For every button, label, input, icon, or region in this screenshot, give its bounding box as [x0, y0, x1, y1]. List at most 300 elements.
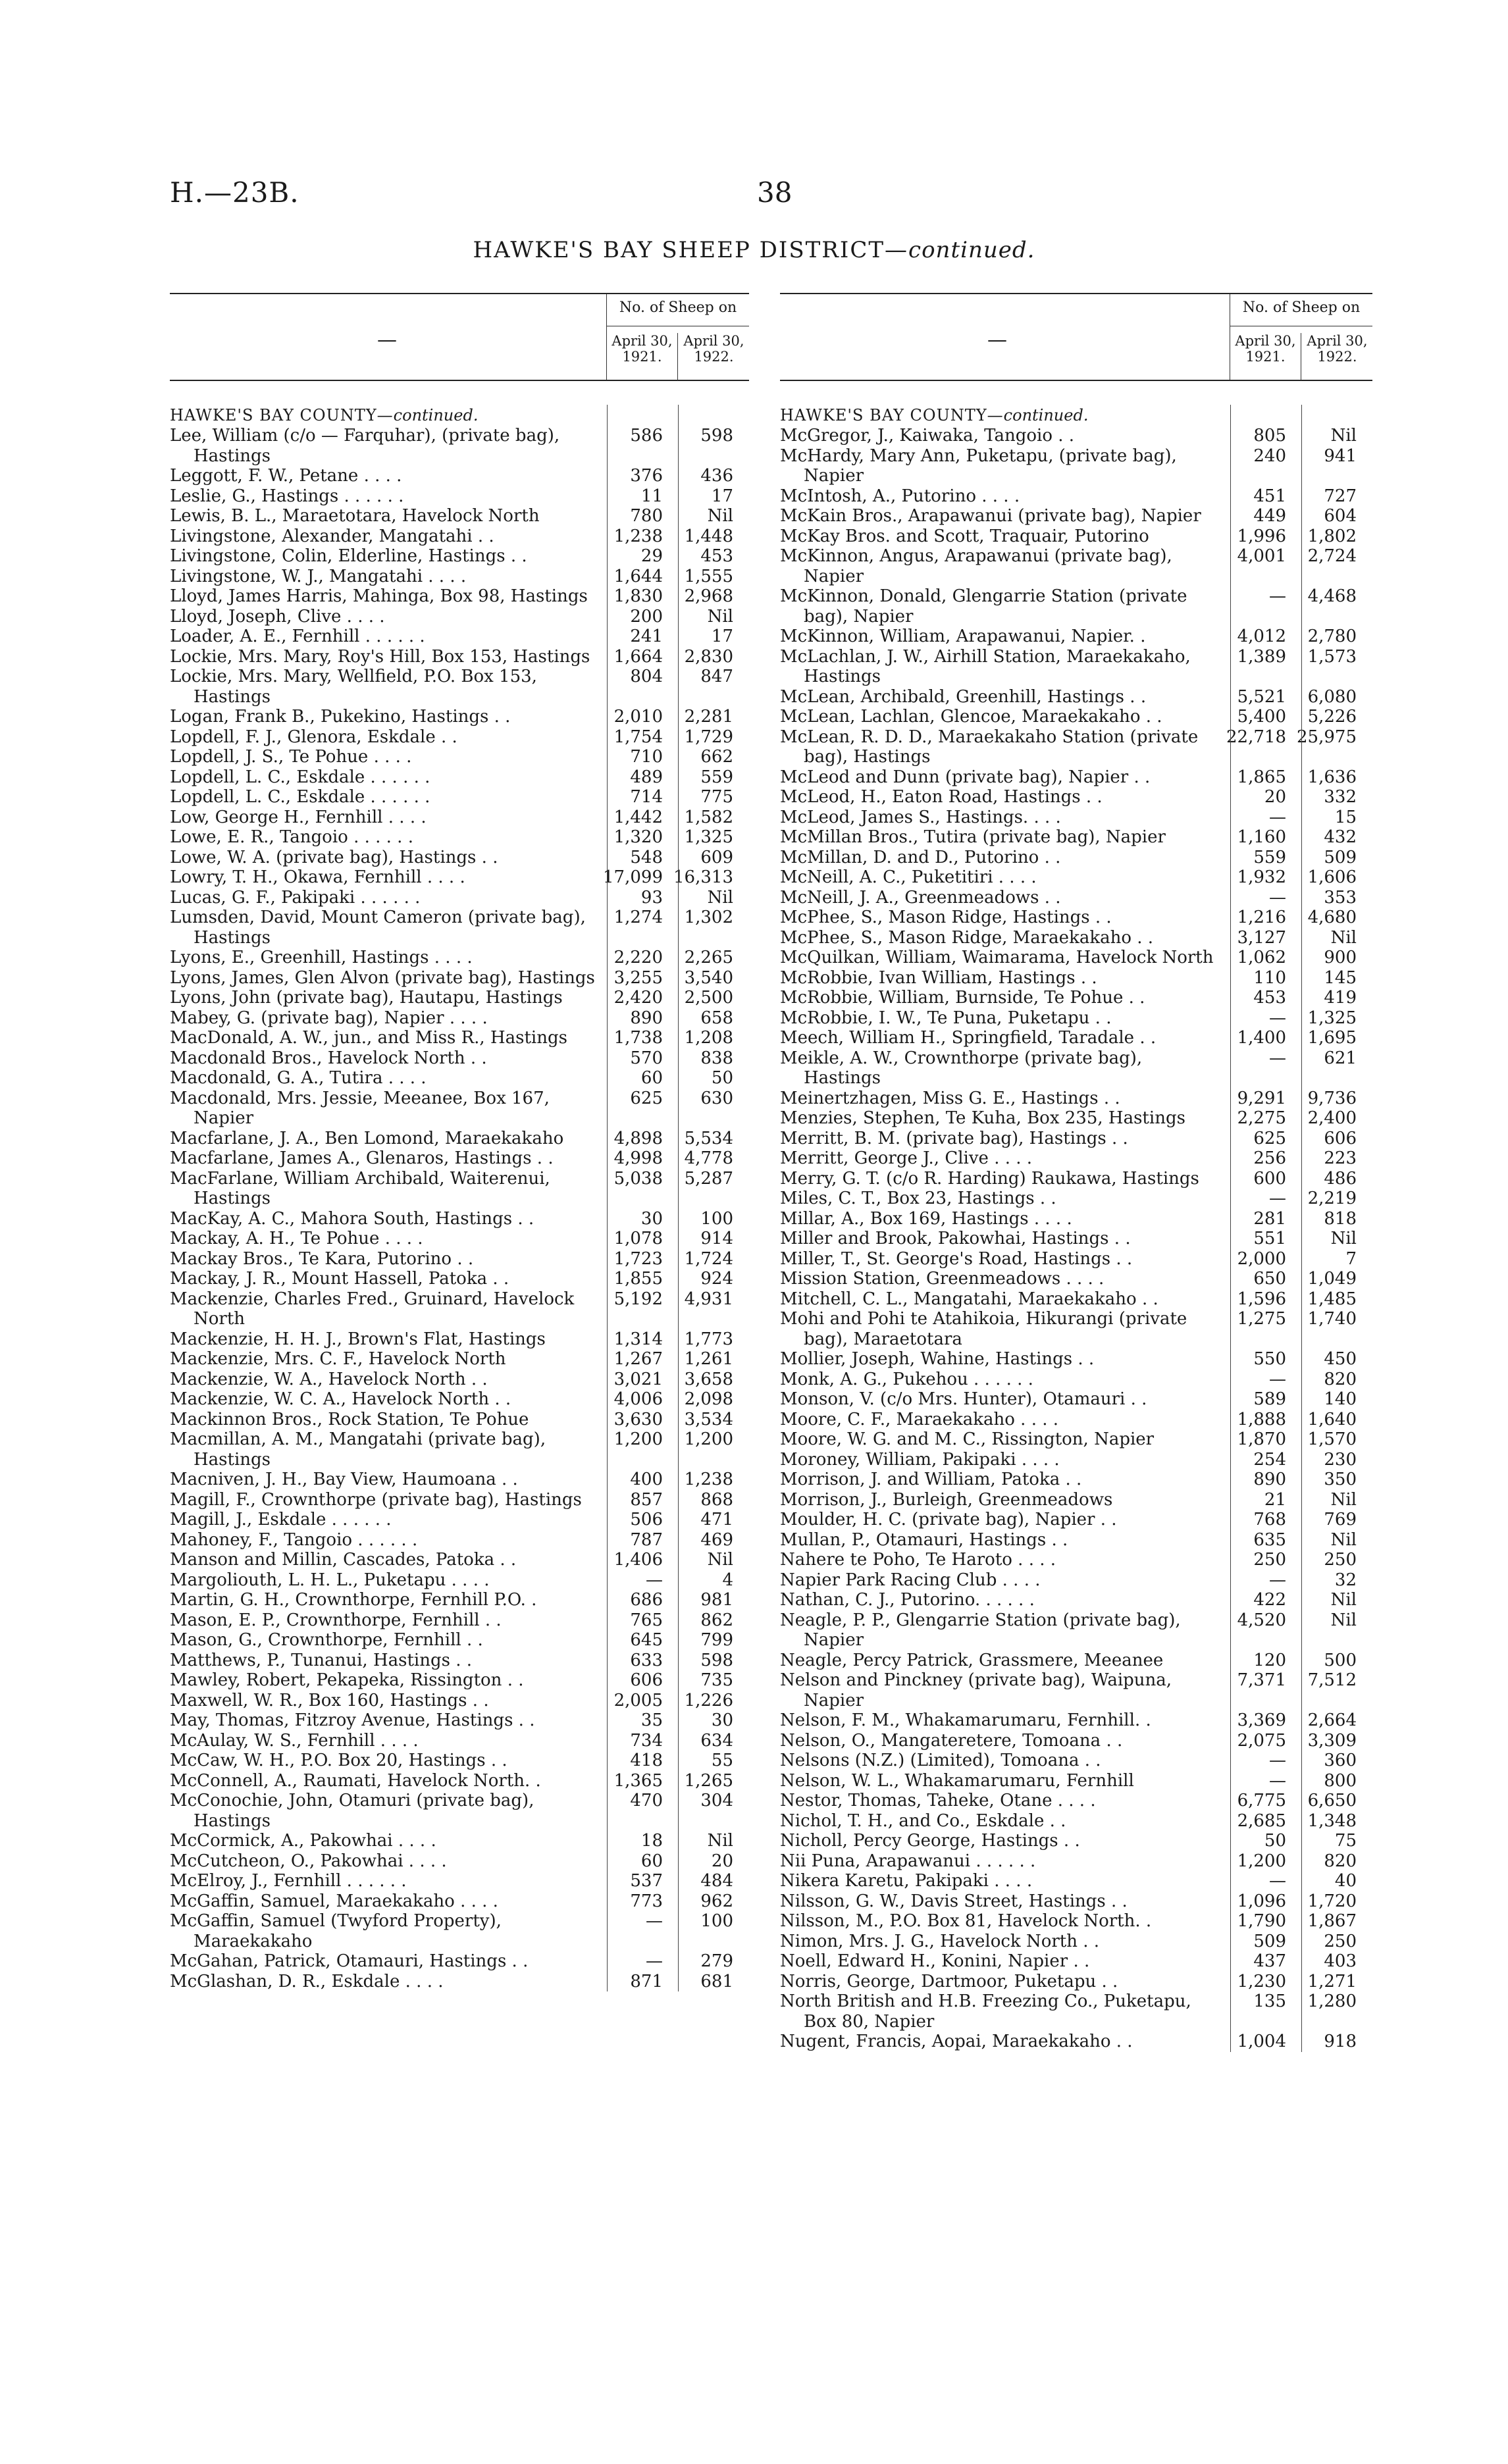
owner-cell: Lewis, B. L., Maraetotara, Havelock North: [170, 506, 540, 526]
sheep-1922-cell: 100: [700, 1911, 733, 1931]
table-row: [780, 546, 1372, 586]
owner-cell: Leslie, G., Hastings . . . . . .: [170, 486, 404, 506]
owner-cell: Mission Station, Greenmeadows . . . .: [780, 1269, 1105, 1289]
owner-cell: Moore, C. F., Maraekakaho . . . .: [780, 1409, 1059, 1429]
sheep-1921-cell: 400: [630, 1470, 663, 1489]
sheep-1922-cell: 100: [700, 1208, 733, 1229]
owner-cell: McQuilkan, William, Waimarama, Havelock North: [780, 948, 1214, 967]
sheep-1921-cell: 30: [640, 1208, 663, 1229]
sheep-1921-cell: 241: [630, 627, 663, 646]
owner-cell: Macfarlane, James A., Glenaros, Hastings . .: [170, 1148, 554, 1168]
sheep-1922-cell: 1,640: [1307, 1409, 1357, 1429]
owner-cell: McMillan, D. and D., Putorino . .: [780, 847, 1061, 867]
sheep-1921-cell: 1,723: [613, 1248, 663, 1269]
owner-cell: Moulder, H. C. (private bag), Napier . .: [780, 1510, 1117, 1529]
table-row: [780, 1309, 1372, 1349]
owner-cell: McKay Bros. and Scott, Traquair, Putorino: [780, 526, 1149, 546]
column-divider: [1301, 405, 1302, 2052]
sheep-on-label: No. of Sheep on: [1242, 299, 1361, 316]
owner-cell: Loader, A. E., Fernhill . . . . . .: [170, 627, 425, 646]
table-row: [780, 1028, 1372, 1048]
table-row: [170, 1349, 749, 1370]
owner-cell: Nathan, C. J., Putorino. . . . . .: [780, 1590, 1035, 1610]
right-table: [780, 293, 1372, 2052]
table-row: [780, 687, 1372, 707]
table-row: [170, 1229, 749, 1249]
sheep-1921-cell: 422: [1253, 1590, 1286, 1610]
owner-cell: Low, George H., Fernhill . . . .: [170, 807, 427, 827]
table-row: [170, 1590, 749, 1610]
table-row: [780, 1289, 1372, 1310]
owner-cell: Mullan, P., Otamauri, Hastings . .: [780, 1529, 1068, 1550]
table-row: [780, 1410, 1372, 1430]
owner-cell: Mackay Bros., Te Kara, Putorino . .: [170, 1248, 474, 1269]
sheep-1922-cell: 1,485: [1307, 1289, 1357, 1309]
owner-cell: Miles, C. T., Box 23, Hastings . .: [780, 1189, 1056, 1208]
owner-cell: Manson and Millin, Cascades, Patoka . .: [170, 1550, 517, 1570]
sheep-1921-cell: 470: [630, 1791, 663, 1810]
owner-cell: McCormick, A., Pakowhai . . . .: [170, 1831, 436, 1851]
sheep-1922-cell: Nil: [707, 606, 733, 627]
sheep-1921-cell: 1,400: [1237, 1028, 1286, 1048]
sheep-1921-cell: 857: [630, 1489, 663, 1510]
table-row: [780, 1008, 1372, 1029]
year-headers: [607, 326, 749, 380]
sheep-1922-cell: Nil: [707, 887, 733, 908]
owner-cell: Nugent, Francis, Aopai, Maraekakaho . .: [780, 2032, 1133, 2051]
sheep-1922-cell: 1,573: [1307, 646, 1357, 667]
table-row: [780, 988, 1372, 1008]
sheep-1921-cell: 240: [1253, 446, 1286, 466]
table-row: [170, 747, 749, 767]
table-row: [170, 707, 749, 727]
sheep-1922-cell: 800: [1324, 1770, 1357, 1791]
sheep-1922-cell: 16,313: [673, 867, 733, 887]
table-row: [170, 647, 749, 667]
sheep-1922-cell: 2,830: [684, 646, 733, 667]
owner-cell: Macdonald, G. A., Tutira . . . .: [170, 1068, 427, 1088]
owner-cell: Mackenzie, Charles Fred., Gruinard, Havelock North: [170, 1289, 575, 1329]
column-divider: [607, 405, 608, 1991]
sheep-1922-cell: Nil: [707, 1550, 733, 1570]
owner-cell: Magill, F., Crownthorpe (private bag), Hastings: [170, 1489, 582, 1510]
sheep-1922-cell: 450: [1324, 1349, 1357, 1369]
sheep-1922-cell: 2,724: [1307, 546, 1357, 566]
table-row: [780, 1771, 1372, 1791]
sheep-on-label: No. of Sheep on: [619, 299, 737, 316]
sheep-1921-cell: 4,898: [613, 1128, 663, 1148]
sheep-1922-cell: 2,400: [1307, 1108, 1357, 1128]
owner-cell: Lockie, Mrs. Mary, Wellfield, P.O. Box 153, Hastings: [170, 667, 537, 707]
sheep-1921-cell: —: [1269, 1570, 1286, 1590]
sheep-1921-cell: —: [646, 1951, 663, 1971]
sheep-1922-cell: Nil: [1330, 1529, 1357, 1550]
table-header: [170, 293, 749, 381]
sheep-1922-cell: 1,261: [684, 1349, 733, 1369]
owner-cell: Livingstone, Alexander, Mangatahi . .: [170, 526, 494, 546]
table-row: [780, 586, 1372, 627]
sheep-1922-cell: 5,226: [1307, 707, 1357, 727]
section-label: HAWKE'S BAY COUNTY—: [780, 406, 1004, 424]
owner-cell: Maxwell, W. R., Box 160, Hastings . .: [170, 1690, 489, 1710]
sheep-1921-cell: —: [1269, 807, 1286, 827]
owner-cell: Noell, Edward H., Konini, Napier . .: [780, 1951, 1090, 1971]
sheep-1921-cell: 1,596: [1237, 1289, 1286, 1309]
sheep-1922-cell: 1,271: [1307, 1971, 1357, 1991]
sheep-1922-cell: 1,729: [684, 727, 733, 747]
sheep-1922-cell: 3,534: [684, 1409, 733, 1429]
sheep-1922-cell: 1,448: [684, 526, 733, 546]
sheep-1921-cell: 1,200: [613, 1429, 663, 1449]
table-row: [170, 1871, 749, 1891]
sheep-1922-cell: 1,226: [684, 1690, 733, 1710]
owner-cell: Monson, V. (c/o Mrs. Hunter), Otamauri . .: [780, 1389, 1147, 1409]
owner-cell: Nicholl, Percy George, Hastings . .: [780, 1831, 1080, 1851]
table-row: [780, 1229, 1372, 1249]
sheep-1921-cell: 1,160: [1237, 827, 1286, 847]
table-row: [170, 1329, 749, 1350]
sheep-1921-cell: 250: [1253, 1550, 1286, 1570]
table-row: [780, 1972, 1372, 1992]
sheep-1922-cell: 1,582: [684, 807, 733, 827]
sheep-1921-cell: 804: [630, 667, 663, 686]
table-row: [170, 1148, 749, 1169]
sheep-1922-cell: 304: [700, 1791, 733, 1810]
owner-cell: McNeill, A. C., Puketitiri . . . .: [780, 867, 1037, 887]
table-row: [780, 948, 1372, 968]
left-table: [170, 293, 749, 1991]
table-row: [170, 1791, 749, 1831]
sheep-1922-cell: 559: [700, 767, 733, 787]
owner-cell: Mabey, G. (private bag), Napier . . . .: [170, 1008, 488, 1028]
sheep-1921-cell: 1,062: [1237, 948, 1286, 967]
sheep-1922-cell: 140: [1324, 1389, 1357, 1409]
table-row: [170, 526, 749, 547]
sheep-1922-cell: 775: [700, 787, 733, 807]
table-row: [170, 948, 749, 968]
sheep-1921-cell: 1,200: [1237, 1851, 1286, 1871]
sheep-1921-cell: 773: [630, 1891, 663, 1911]
owner-cell: McLean, Archibald, Greenhill, Hastings . .: [780, 686, 1147, 707]
owner-cell: Lloyd, James Harris, Mahinga, Box 98, Hastings: [170, 586, 588, 606]
sheep-1922-cell: 4,468: [1307, 586, 1357, 606]
owner-cell: Mackenzie, H. H. J., Brown's Flat, Hastings: [170, 1329, 546, 1349]
table-row: [780, 1751, 1372, 1771]
owner-cell: Nestor, Thomas, Taheke, Otane . . . .: [780, 1791, 1096, 1810]
sheep-1921-cell: 2,275: [1237, 1108, 1286, 1128]
sheep-1922-cell: 2,968: [684, 586, 733, 606]
table-row: [170, 1972, 749, 1992]
sheep-1922-cell: 17: [711, 627, 733, 646]
sheep-1921-cell: 7,371: [1237, 1670, 1286, 1690]
sheep-1922-cell: 4,778: [684, 1148, 733, 1168]
owner-cell: McConnell, A., Raumati, Havelock North. .: [170, 1770, 541, 1791]
owner-cell: Menzies, Stephen, Te Kuha, Box 235, Hastings: [780, 1108, 1185, 1128]
sheep-1922-cell: 981: [700, 1590, 733, 1610]
table-row: [170, 1510, 749, 1530]
table-row: [170, 1630, 749, 1651]
table-row: [170, 1771, 749, 1791]
table-row: [780, 446, 1372, 486]
owner-cell: Nelson and Pinckney (private bag), Waipuna, Napier: [780, 1670, 1172, 1710]
sheep-1922-cell: 1,265: [684, 1770, 733, 1791]
sheep-1921-cell: 20: [1264, 787, 1286, 807]
table-row: [780, 767, 1372, 788]
sheep-1921-cell: 537: [630, 1871, 663, 1891]
table-row: [780, 888, 1372, 908]
sheep-1921-cell: 1,830: [613, 586, 663, 606]
owner-cell: Nilsson, G. W., Davis Street, Hastings . .: [780, 1891, 1128, 1911]
owner-cell: Nelson, F. M., Whakamarumaru, Fernhill. .: [780, 1710, 1151, 1730]
owner-cell: Lucas, G. F., Pakipaki . . . . . .: [170, 887, 421, 908]
sheep-1921-cell: 1,078: [613, 1229, 663, 1248]
page-number: 38: [757, 176, 793, 209]
sheep-1922-cell: 598: [700, 1650, 733, 1670]
owner-cell: Margoliouth, L. H. L., Puketapu . . . .: [170, 1570, 490, 1590]
sheep-1922-cell: 6,080: [1307, 686, 1357, 707]
table-row: [170, 426, 749, 466]
document-reference: H.—23B.: [170, 176, 299, 209]
sheep-1922-cell: 145: [1324, 967, 1357, 988]
sheep-1922-cell: 2,265: [684, 948, 733, 967]
table-row: [170, 968, 749, 988]
owner-cell: Lloyd, Joseph, Clive . . . .: [170, 606, 385, 627]
table-row: [170, 627, 749, 647]
table-row: [170, 466, 749, 486]
sheep-1921-cell: 710: [630, 747, 663, 767]
sheep-1921-cell: 35: [640, 1710, 663, 1730]
sheep-1921-cell: 1,790: [1237, 1911, 1286, 1931]
sheep-1921-cell: 625: [630, 1088, 663, 1108]
sheep-1921-cell: 1,888: [1237, 1409, 1286, 1429]
table-row: [170, 1470, 749, 1490]
table-row: [780, 1490, 1372, 1510]
sheep-1922-cell: 486: [1324, 1168, 1357, 1189]
sheep-1922-cell: 924: [700, 1269, 733, 1289]
sheep-1921-cell: 1,004: [1237, 2032, 1286, 2051]
sheep-1921-cell: 589: [1253, 1389, 1286, 1409]
sheep-1922-cell: 1,325: [684, 827, 733, 847]
sheep-1921-cell: 1,870: [1237, 1429, 1286, 1449]
table-row: [170, 1389, 749, 1410]
owner-cell: McGregor, J., Kaiwaka, Tangoio . .: [780, 426, 1075, 446]
sheep-1922-cell: 30: [711, 1710, 733, 1730]
sheep-1922-cell: 681: [700, 1971, 733, 1991]
table-row: [170, 506, 749, 526]
sheep-1922-cell: 1,720: [1307, 1891, 1357, 1911]
sheep-1921-cell: 1,738: [613, 1028, 663, 1048]
sheep-1922-cell: 403: [1324, 1951, 1357, 1971]
owner-cell: McElroy, J., Fernhill . . . . . .: [170, 1871, 407, 1891]
sheep-1921-cell: 17,099: [603, 867, 663, 887]
owner-cell: Mason, E. P., Crownthorpe, Fernhill . .: [170, 1610, 502, 1630]
sheep-1921-cell: 2,685: [1237, 1810, 1286, 1831]
table-row: [170, 808, 749, 828]
owner-cell: Mason, G., Crownthorpe, Fernhill . .: [170, 1630, 483, 1650]
table-row: [170, 1831, 749, 1851]
sheep-1921-cell: 509: [1253, 1931, 1286, 1951]
owner-cell: Morrison, J., Burleigh, Greenmeadows: [780, 1489, 1113, 1510]
sheep-1921-cell: —: [1269, 1770, 1286, 1791]
table-row: [170, 1028, 749, 1048]
sheep-1922-cell: 735: [700, 1670, 733, 1690]
sheep-1921-cell: 3,369: [1237, 1710, 1286, 1730]
owner-cell: McRobbie, William, Burnside, Te Pohue . .: [780, 988, 1145, 1008]
table-row: [170, 1911, 749, 1951]
sheep-1921-cell: 586: [630, 426, 663, 446]
table-row: [170, 1891, 749, 1912]
sheep-1922-cell: 662: [700, 747, 733, 767]
table-row: [170, 546, 749, 567]
sheep-1922-cell: 1,606: [1307, 867, 1357, 887]
year-1922-header: April 30, 1922.: [683, 333, 744, 365]
page-title: [0, 237, 1508, 263]
sheep-1922-cell: 7: [1345, 1248, 1357, 1269]
sheep-1921-cell: 548: [630, 847, 663, 867]
sheep-1921-cell: 635: [1253, 1529, 1286, 1550]
owner-cell: Mohi and Pohi te Atahikoia, Hikurangi (private bag), Maraetotara: [780, 1309, 1187, 1349]
sheep-1921-cell: 5,038: [613, 1168, 663, 1189]
owner-cell: McLeod and Dunn (private bag), Napier . .: [780, 767, 1151, 787]
column-divider: [1230, 405, 1231, 2052]
owner-cell: McKinnon, Angus, Arapawanui (private bag), Napier: [780, 546, 1172, 586]
sheep-1922-cell: 1,724: [684, 1248, 733, 1269]
sheep-1922-cell: 360: [1324, 1751, 1357, 1770]
table-row: [780, 928, 1372, 948]
table-row: [170, 486, 749, 507]
table-row: [780, 426, 1372, 446]
owner-cell: Millar, A., Box 169, Hastings . . . .: [780, 1208, 1072, 1229]
sheep-1921-cell: —: [646, 1570, 663, 1590]
sheep-1921-cell: 1,267: [613, 1349, 663, 1369]
sheep-1922-cell: 453: [700, 546, 733, 566]
owner-cell: McHardy, Mary Ann, Puketapu, (private bag), Napier: [780, 446, 1177, 486]
sheep-1922-cell: 469: [700, 1529, 733, 1550]
table-row: [170, 1008, 749, 1029]
table-row: [780, 808, 1372, 828]
year-1921-header: April 30, 1921.: [607, 333, 678, 380]
owner-cell: Merry, G. T. (c/o R. Harding) Raukawa, Hastings: [780, 1168, 1199, 1189]
table-row: [780, 968, 1372, 988]
owner-cell: Lumsden, David, Mount Cameron (private bag), Hastings: [170, 908, 586, 948]
owner-cell: Livingstone, W. J., Mangatahi . . . .: [170, 566, 467, 586]
sheep-1921-cell: 18: [640, 1831, 663, 1851]
sheep-1922-cell: 862: [700, 1610, 733, 1630]
sheep-1922-cell: 17: [711, 486, 733, 506]
table-row: [780, 1590, 1372, 1610]
table-row: [780, 787, 1372, 808]
sheep-1922-cell: 32: [1334, 1570, 1357, 1590]
sheep-1922-cell: 6,650: [1307, 1791, 1357, 1810]
year-headers: [1230, 326, 1372, 380]
sheep-1921-cell: 1,442: [613, 807, 663, 827]
sheep-1921-cell: 625: [1253, 1128, 1286, 1148]
owner-cell: Lyons, James, Glen Alvon (private bag), Hastings: [170, 967, 595, 988]
year-1921-header: April 30, 1921.: [1230, 333, 1301, 380]
sheep-1921-cell: 110: [1253, 967, 1286, 988]
sheep-1921-cell: 4,012: [1237, 627, 1286, 646]
table-row: [780, 1550, 1372, 1570]
sheep-1921-cell: 1,216: [1237, 908, 1286, 927]
sheep-1921-cell: 1,932: [1237, 867, 1286, 887]
sheep-1922-cell: 9,736: [1307, 1088, 1357, 1108]
table-row: [170, 1951, 749, 1972]
sheep-1921-cell: 559: [1253, 847, 1286, 867]
owner-cell: Moroney, William, Pakipaki . . . .: [780, 1449, 1060, 1470]
table-row: [780, 1932, 1372, 1952]
table-row: [170, 1751, 749, 1771]
owner-cell: Lowe, E. R., Tangoio . . . . . .: [170, 827, 413, 847]
column-divider: [678, 405, 679, 1991]
sheep-1922-cell: 5,287: [684, 1168, 733, 1189]
table-row: [170, 1490, 749, 1510]
table-row: [170, 1169, 749, 1209]
sheep-1921-cell: 120: [1253, 1650, 1286, 1670]
sheep-1921-cell: 1,274: [613, 908, 663, 927]
table-row: [170, 1530, 749, 1551]
owner-cell: Merritt, B. M. (private bag), Hastings . .: [780, 1128, 1128, 1148]
sheep-1922-cell: 1,740: [1307, 1309, 1357, 1329]
section-label: HAWKE'S BAY COUNTY—: [170, 406, 394, 424]
table-row: [170, 1570, 749, 1591]
owner-cell: Lowe, W. A. (private bag), Hastings . .: [170, 847, 498, 867]
owner-cell: Meikle, A. W., Crownthorpe (private bag), Hastings: [780, 1048, 1143, 1088]
sheep-1921-cell: 650: [1253, 1269, 1286, 1289]
table-row: [170, 1651, 749, 1671]
owner-cell: Meech, William H., Springfield, Taradale . .: [780, 1028, 1157, 1048]
owner-cell: Mackenzie, W. C. A., Havelock North . .: [170, 1389, 511, 1409]
owner-cell: MacKay, A. C., Mahora South, Hastings . .: [170, 1208, 534, 1229]
sheep-1922-cell: 50: [711, 1068, 733, 1088]
sheep-1921-cell: 3,127: [1237, 927, 1286, 948]
owner-cell: McRobbie, I. W., Te Puna, Puketapu . .: [780, 1008, 1112, 1028]
owner-cell: McKinnon, William, Arapawanui, Napier. .: [780, 627, 1146, 646]
sheep-1921-cell: 60: [640, 1068, 663, 1088]
table-row: [780, 1911, 1372, 1932]
owner-cell: Lopdell, F. J., Glenora, Eskdale . .: [170, 727, 457, 747]
sheep-1922-cell: 820: [1324, 1369, 1357, 1389]
sheep-1921-cell: —: [1269, 1048, 1286, 1068]
sheep-1922-cell: 1,695: [1307, 1028, 1357, 1048]
owner-cell: Monk, A. G., Pukehou . . . . . .: [780, 1369, 1033, 1389]
sheep-1921-cell: 787: [630, 1529, 663, 1550]
owner-cell: Miller, T., St. George's Road, Hastings . .: [780, 1248, 1133, 1269]
sheep-1922-cell: 4,680: [1307, 908, 1357, 927]
sheep-1921-cell: 1,096: [1237, 1891, 1286, 1911]
owner-cell: Napier Park Racing Club . . . .: [780, 1570, 1041, 1590]
table-row: [780, 1389, 1372, 1410]
sheep-1922-cell: 484: [700, 1871, 733, 1891]
sheep-1921-cell: 1,865: [1237, 767, 1286, 787]
table-row: [780, 707, 1372, 727]
sheep-1921-cell: 4,006: [613, 1389, 663, 1409]
table-row: [780, 1189, 1372, 1209]
sheep-1921-cell: 451: [1253, 486, 1286, 506]
table-row: [170, 567, 749, 587]
table-row: [780, 1530, 1372, 1551]
table-row: [170, 827, 749, 848]
table-row: [170, 1269, 749, 1289]
sheep-1921-cell: 714: [630, 787, 663, 807]
sheep-1921-cell: 1,754: [613, 727, 663, 747]
owner-cell: MacFarlane, William Archibald, Waiterenui, Hastings: [170, 1168, 550, 1208]
sheep-1921-cell: 281: [1253, 1208, 1286, 1229]
sheep-1921-cell: 1,320: [613, 827, 663, 847]
sheep-1921-cell: 3,021: [613, 1369, 663, 1389]
sheep-1922-cell: 1,570: [1307, 1429, 1357, 1449]
sheep-1922-cell: 419: [1324, 988, 1357, 1008]
owner-cell: McRobbie, Ivan William, Hastings . .: [780, 967, 1097, 988]
